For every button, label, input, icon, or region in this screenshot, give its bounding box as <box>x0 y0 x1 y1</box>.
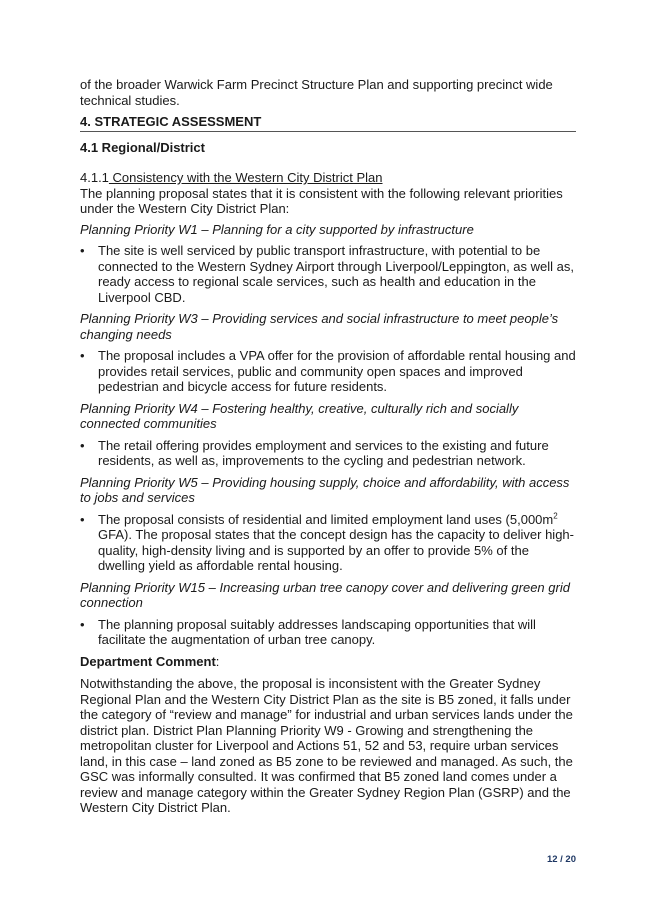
bullet-list <box>80 348 576 395</box>
bullet-list <box>80 617 576 648</box>
bullet-text: GFA). The proposal states that the concept design has the capacity to deliver high-quality, high-density living and is supported by an offer to provide 5% of the dwelling yield as affordable rental housing. <box>98 527 574 573</box>
bullet-list <box>80 243 576 305</box>
page-number: 12 / 20 <box>546 854 576 865</box>
bullet-item: • The proposal includes a VPA offer for the provision of affordable rental housing and provides retail services, public and community open spaces and improved pedestrian and bicycle access for future residents. <box>80 348 576 395</box>
department-comment-heading <box>80 654 576 670</box>
superscript: 2 <box>553 511 558 521</box>
bullet-list <box>80 438 576 469</box>
priority-title: Planning Priority W1 – Planning for a city supported by infrastructure <box>80 221 474 237</box>
priority-title: Planning Priority W15 – Increasing urban tree canopy cover and delivering green grid connection <box>80 579 570 610</box>
bullet-item: • The retail offering provides employment and services to the existing and future residents, as well as, improvements to the cycling and pedestrian network. <box>80 438 576 469</box>
bullet-text: The proposal consists of residential and limited employment land uses (5,000m <box>98 511 554 527</box>
priority-title: Planning Priority W5 – Providing housing supply, choice and affordability, with access to jobs and services <box>80 474 570 505</box>
bullet-item <box>80 512 576 574</box>
priority-title: Planning Priority W3 – Providing services and social infrastructure to meet people’s changing needs <box>80 311 559 342</box>
department-comment-label: Department Comment <box>80 653 216 669</box>
consistency-text: The planning proposal states that it is consistent with the following relevant priorities under the Western City District Plan: <box>80 185 563 216</box>
department-comment-text: Notwithstanding the above, the proposal is inconsistent with the Greater Sydney Regional Plan and the Western City District Plan as the site is B5 zoned, it falls under the category of “review and manage” for industrial and urban services lands under the district plan. District Plan Planning Priority W9 - Growing and strengthening the metropolitan cluster for Liverpool and Actions 51, 52 and 53, require urban services land, in this case – land zoned as B5 zone to be reviewed and managed. As such, the GSC was informally consulted. It was confirmed that B5 zoned land comes under a review and manage category within the Greater Sydney Region Plan (GSRP) and the Western City District Plan. <box>80 676 573 815</box>
consistency-block <box>80 170 576 217</box>
bullet-item: • The site is well serviced by public transport infrastructure, with potential to be connected to the Western Sydney Airport through Liverpool/Leppington, as well as, ready access to regional scale services, such as health and education in the Liverpool CBD. <box>80 243 576 305</box>
subsection-heading: 4.1 Regional/District <box>80 139 205 155</box>
document-page <box>80 77 576 816</box>
department-comment-colon: : <box>215 653 220 669</box>
intro-paragraph: of the broader Warwick Farm Precinct Structure Plan and supporting precinct wide technical studies. <box>80 77 553 108</box>
section-heading: 4. STRATEGIC ASSESSMENT <box>80 114 576 132</box>
consistency-number: 4.1.1 <box>80 170 109 185</box>
priority-title: Planning Priority W4 – Fostering healthy, creative, culturally rich and socially connected communities <box>80 400 519 431</box>
bullet-list <box>80 512 576 574</box>
bullet-item: • The planning proposal suitably addresses landscaping opportunities that will facilitate the augmentation of urban tree canopy. <box>80 617 576 648</box>
consistency-title-text: Consistency with the Western City District Plan <box>108 170 383 185</box>
consistency-title <box>80 170 576 186</box>
